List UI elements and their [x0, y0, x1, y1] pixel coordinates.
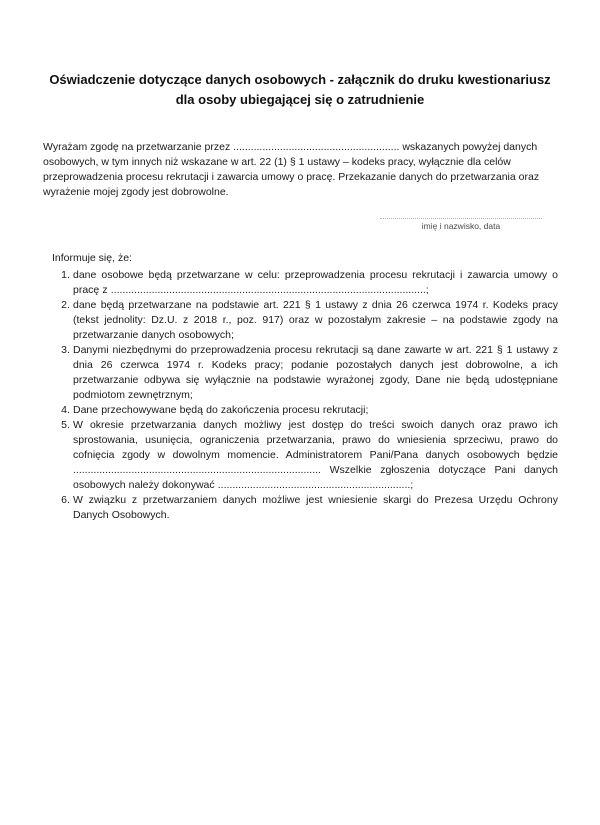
list-item-1: 1. dane osobowe będą przetwarzane w celu: przeprowadzenia procesu rekrutacji i zawarcia umowy o pracę z ............................................................................................................; [73, 268, 558, 298]
list-intro: Informuje się, że: [52, 252, 132, 264]
document-title-line-2: dla osoby ubiegającej się o zatrudnienie [175, 92, 425, 107]
information-list [0, 268, 558, 523]
signature-caption: imię i nazwisko, data [421, 221, 501, 231]
consent-paragraph: Wyrażam zgodę na przetwarzanie przez ......................................................... wskazanych powyżej danych osobowych, w tym innych niż wskazane w art. 22 (1) § 1 ustawy – kodeks pracy, wyłącznie dla celów przeprowadzenia procesu rekrutacji i zawarcia umowy o pracę. Przekazanie danych do przetwarzania oraz wyrażenie mojej zgody jest dobrowolne. [43, 141, 540, 198]
signature-block [380, 218, 542, 232]
list-item-6: 6. W związku z przetwarzaniem danych możliwe jest wniesienie skargi do Prezesa Urzędu Ochrony Danych Osobowych. [73, 493, 558, 523]
list-item-4: 4. Dane przechowywane będą do zakończenia procesu rekrutacji; [73, 403, 558, 418]
list-item-2: 2. dane będą przetwarzane na podstawie art. 221 § 1 ustawy z dnia 26 czerwca 1974 r. Kodeks pracy (tekst jednolity: Dz.U. z 2018 r., poz. 917) oraz w pozostałym zakresie – na podstawie zgody na przetwarzanie danych osobowych; [73, 298, 558, 343]
list-item-5: 5. W okresie przetwarzania danych możliwy jest dostęp do treści swoich danych oraz prawo ich sprostowania, usunięcia, ograniczenia przetwarzania, prawo do wniesienia sprzeciwu, prawo do cofnięcia zgody w dowolnym momencie. Administratorem Pani/Pana danych osobowych będzie ..................................................................................... Wszelkie zgłoszenia dotyczące Pani danych osobowych należy dokonywać ..................................................................; [73, 418, 558, 493]
document-title [40, 70, 560, 110]
list-item-3: 3. Danymi niezbędnymi do przeprowadzenia procesu rekrutacji są dane zawarte w art. 221 § 1 ustawy z dnia 26 czerwca 1974 r. Kodeks pracy; podanie pozostałych danych jest dobrowolne, a ich przetwarzanie odbywa się wyłącznie na podstawie wyrażonej zgody, Dane nie będą udostępniane podmiotom zewnętrznym; [73, 343, 558, 403]
document-title-line-1: Oświadczenie dotyczące danych osobowych - załącznik do druku kwestionariusz [49, 72, 551, 87]
